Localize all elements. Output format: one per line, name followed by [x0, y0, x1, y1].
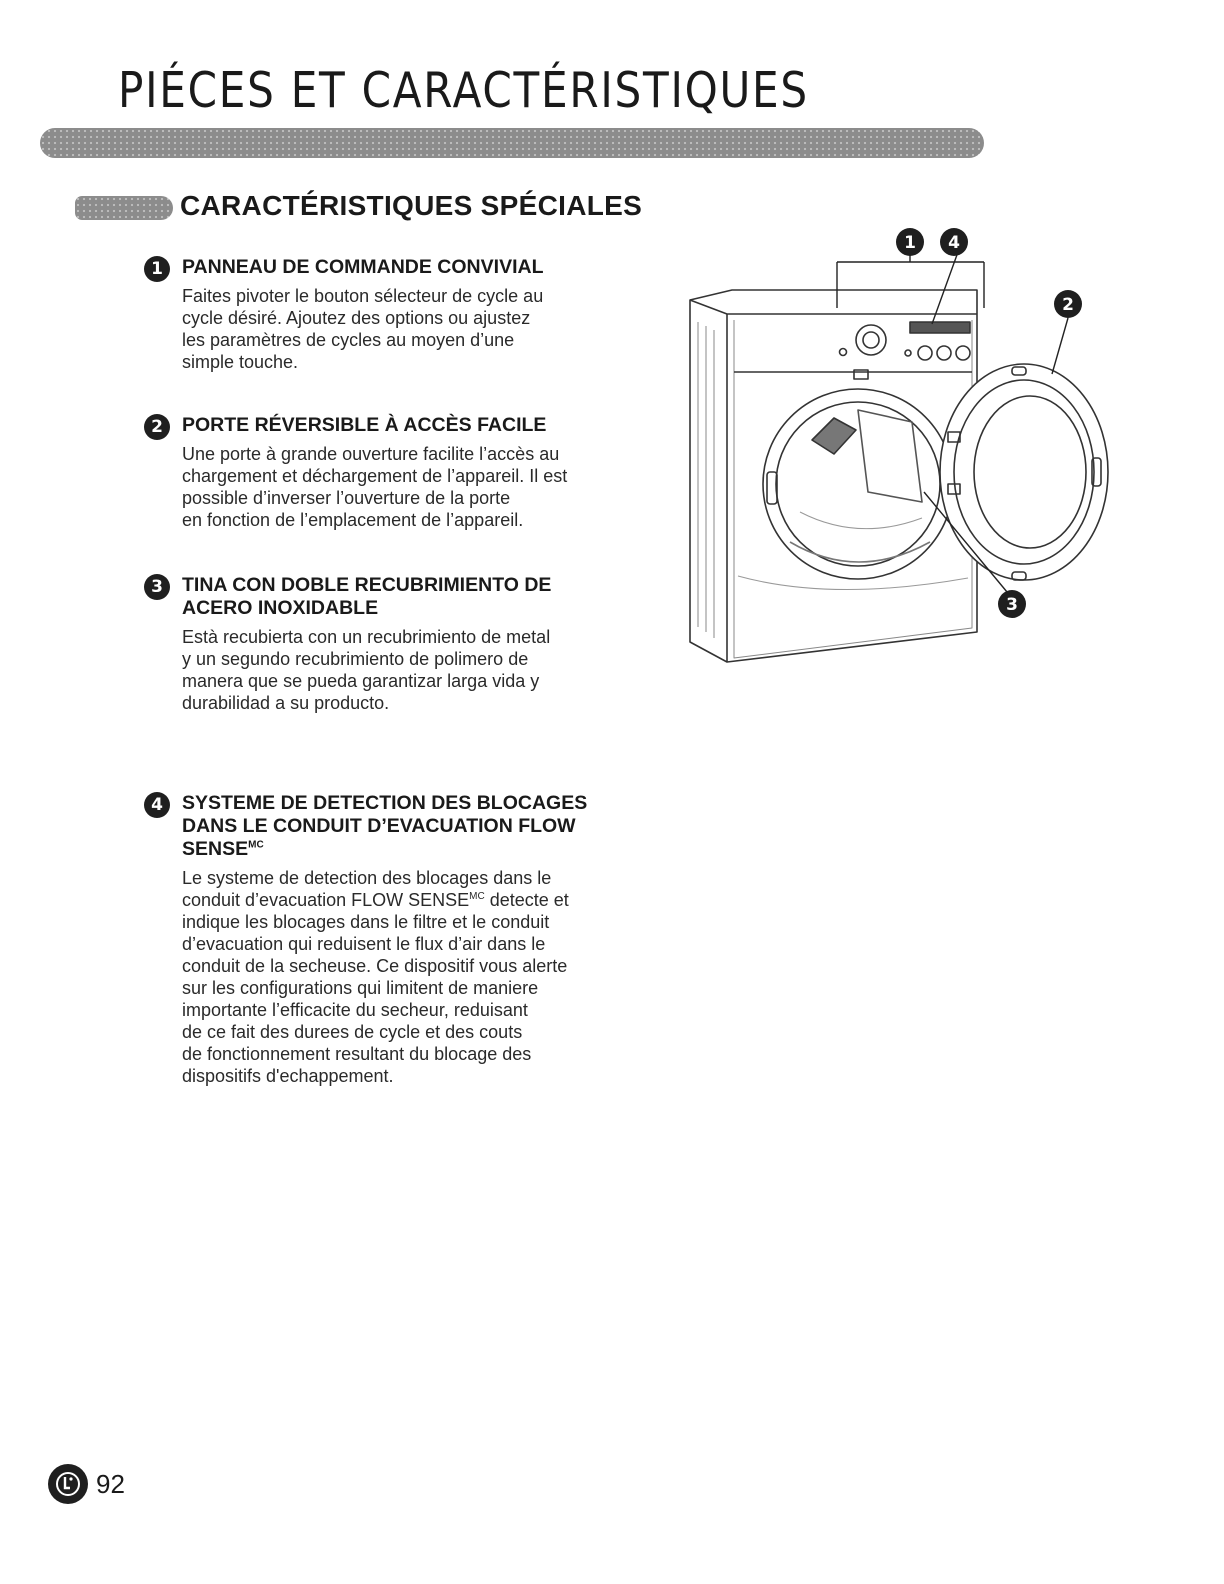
dryer-opening [763, 389, 953, 579]
feature-description: Faites pivoter le bouton sélecteur de cycle au cycle désiré. Ajoutez des options ou ajustez les paramètres de cycles au moyen d’une simple touche. [182, 286, 544, 372]
feature-description: Une porte à grande ouverture facilite l’accès au chargement et déchargement de l’appareil. Il est possible d’inverser l’ouverture de la porte en fonction de l’emplacement de l’appareil. [182, 444, 568, 530]
feature-description-part1: Le systeme de detection des blocages dans le conduit d’evacuation FLOW SENSE [182, 868, 552, 910]
dryer-illustration [672, 222, 1112, 682]
section-heading: CARACTÉRISTIQUES SPÉCIALES [180, 190, 643, 221]
feature-number-badge: 1 [144, 256, 170, 282]
feature-title: TINA CON DOBLE RECUBRIMIENTO DE ACERO INOXIDABLE [182, 574, 552, 619]
feature-description: Està recubierta con un recubrimiento de metal y un segundo recubrimiento de polimero de manera que se pueda garantizar larga vida y durabilidad a su producto. [182, 627, 551, 713]
callout-badge-1 [896, 228, 924, 256]
section-pill-decoration [75, 196, 173, 220]
callout-badge-4 [940, 228, 968, 256]
feature-number-badge: 4 [144, 792, 170, 818]
callout-number: 2 [1062, 295, 1074, 315]
callout-number: 4 [948, 233, 960, 253]
page-footer [48, 1462, 125, 1506]
title-decorative-bar [40, 128, 984, 158]
callout-number: 3 [1006, 595, 1018, 615]
callout-badge-3 [998, 590, 1026, 618]
feature-description [182, 867, 624, 1087]
trademark-superscript: MC [248, 839, 264, 851]
open-door [940, 364, 1108, 580]
callout-number: 1 [904, 233, 916, 253]
feature-title: PANNEAU DE COMMANDE CONVIVIAL [182, 256, 544, 278]
page-number: 92 [96, 1468, 125, 1499]
feature-description-part2: detecte et indique les blocages dans le filtre et le conduit d’evacuation qui reduisent le flux d’air dans le conduit de la secheuse. Ce dispositif vous alerte sur les configurations qui limitent de maniere importante l’efficacite du secheur, reduisant de ce fait des durees de cycle et des couts de fonctionnement resultant du blocage des dispositifs d'echappement. [182, 890, 569, 1086]
callout-badge-2 [1054, 290, 1082, 318]
lg-logo-icon [48, 1464, 88, 1504]
feature-number-badge: 3 [144, 574, 170, 600]
feature-title: PORTE RÉVERSIBLE À ACCÈS FACILE [182, 414, 547, 436]
feature-reversible-door [144, 414, 624, 531]
page-title: PIÉCES ET CARACTÉRISTIQUES [118, 62, 809, 119]
trademark-superscript: MC [469, 891, 485, 902]
feature-title [182, 792, 622, 861]
feature-title-text: SYSTEME DE DETECTION DES BLOCAGES DANS LE CONDUIT D’EVACUATION FLOW SENSE [182, 792, 588, 860]
feature-drum [144, 574, 624, 714]
feature-number-badge: 2 [144, 414, 170, 440]
lg-logo-mark [54, 1470, 82, 1498]
feature-control-panel [144, 256, 624, 373]
feature-flow-sense [144, 792, 624, 1087]
